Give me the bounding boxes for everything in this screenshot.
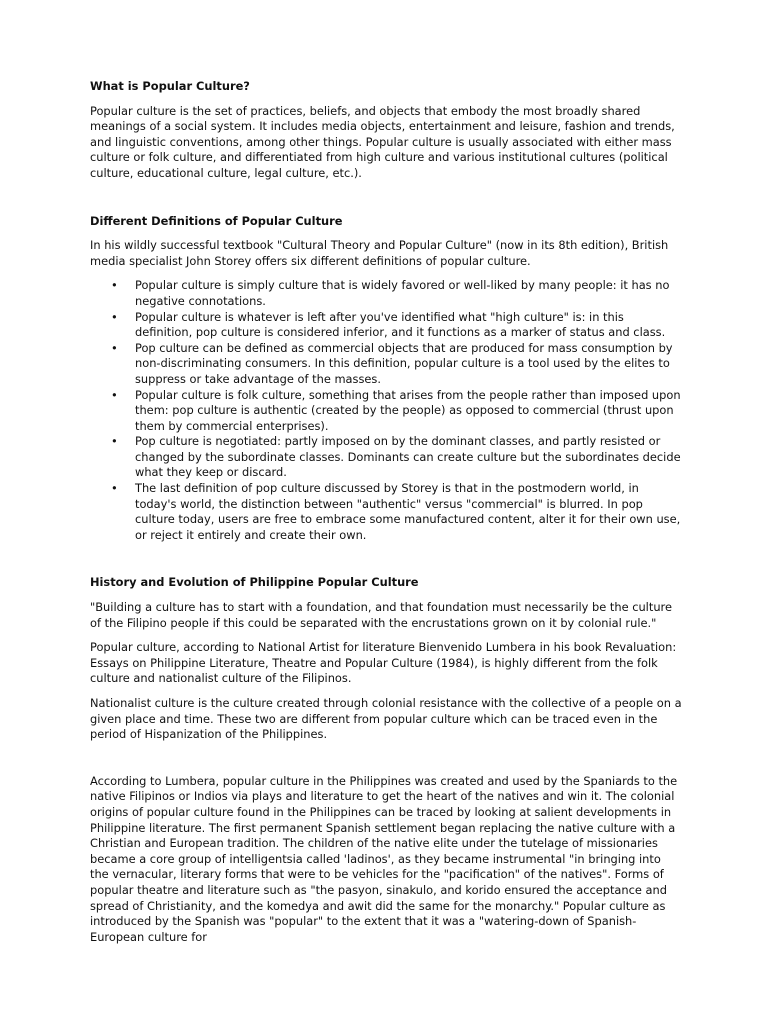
paragraph-definition: Popular culture is the set of practices, beliefs, and objects that embody the most broadly shared meanings of a social system. It includes media objects, entertainment and leisure, fashion and trends, and linguistic conventions, among other things. Popular culture is usually associated with either mass culture or folk culture, and differentiated from high culture and various institutional cultures (political culture, educational culture, legal culture, etc.). <box>90 103 675 180</box>
list-item <box>90 388 682 435</box>
list-item <box>90 481 682 543</box>
bullet-icon: • <box>111 309 118 324</box>
list-item-text: Popular culture is simply culture that is widely favored or well-liked by many people: it has no negative connotations. <box>135 278 670 308</box>
paragraph-quote: "Building a culture has to start with a foundation, and that foundation must necessarily be the culture of the Filipino people if this could be separated with the encrustations grown on it by colonial rule." <box>90 600 672 630</box>
bullet-icon: • <box>111 387 118 402</box>
list-item <box>90 341 682 388</box>
list-item-text: Pop culture is negotiated: partly imposed on by the dominant classes, and partly resisted or changed by the subordinate classes. Dominants can create culture but the subordinates decide what they keep or discard. <box>135 434 681 480</box>
bullet-icon: • <box>111 434 118 449</box>
definitions-list <box>90 278 682 543</box>
list-item-text: Pop culture can be defined as commercial objects that are produced for mass consumption by non-discriminating consumers. In this definition, popular culture is a tool used by the elites to suppress or take advantage of the masses. <box>135 340 673 386</box>
list-item-text: Popular culture is whatever is left after you've identified what "high culture" is: in this definition, pop culture is considered inferior, and it functions as a marker of status and class. <box>135 309 666 340</box>
list-item <box>90 434 682 481</box>
bullet-icon: • <box>111 481 118 496</box>
paragraph-colonial-origins: According to Lumbera, popular culture in the Philippines was created and used by the Spaniards to the native Filipinos or Indios via plays and literature to get the heart of the natives and win it. The colonial origins of popular culture found in the Philippines can be traced by looking at salient developments in Philippine literature. The first permanent Spanish settlement began replacing the native culture with a Christian and European tradition. The children of the native elite under the tutelage of missionaries became a core group of intelligentsia called 'ladinos', as they became instrumental "in bringing into the vernacular, literary forms that were to be vehicles for the "pacification" of the natives". Forms of popular theatre and literature such as "the pasyon, sinakulo, and korido ensured the acceptance and spread of Christianity, and the komedya and awit did the same for the monarchy." Popular culture as introduced by the Spanish was "popular" to the extent that it was a "watering-down of Spanish-European culture for <box>90 773 678 944</box>
list-item <box>90 310 682 341</box>
paragraph-storey-intro: In his wildly successful textbook "Cultural Theory and Popular Culture" (now in its 8th edition), British media specialist John Storey offers six different definitions of popular culture. <box>90 238 669 268</box>
section-heading-different-definitions: Different Definitions of Popular Culture <box>90 213 343 228</box>
paragraph-nationalist-culture: Nationalist culture is the culture created through colonial resistance with the collective of a people on a given place and time. These two are different from popular culture which can be traced even in the period of Hispanization of the Philippines. <box>90 696 682 742</box>
paragraph-lumbera: Popular culture, according to National Artist for literature Bienvenido Lumbera in his book Revaluation: Essays on Philippine Literature, Theatre and Popular Culture (1984), is highly different from the folk culture and nationalist culture of the Filipinos. <box>90 640 677 686</box>
list-item-text: The last definition of pop culture discussed by Storey is that in the postmodern world, in today's world, the distinction between "authentic" versus "commercial" is blurred. In pop culture today, users are free to embrace some manufactured content, alter it for their own use, or reject it entirely and create their own. <box>135 481 681 542</box>
document-page <box>90 79 682 945</box>
section-heading-what-is-popular-culture: What is Popular Culture? <box>90 79 250 93</box>
section-heading-philippine-history: History and Evolution of Philippine Popular Culture <box>90 575 419 590</box>
bullet-icon: • <box>111 340 118 355</box>
list-item-text: Popular culture is folk culture, something that arises from the people rather than imposed upon them: pop culture is authentic (created by the people) as opposed to commercial (thrust upon them by commercial enterprises). <box>135 387 681 433</box>
bullet-icon: • <box>111 278 118 293</box>
list-item <box>90 278 682 309</box>
